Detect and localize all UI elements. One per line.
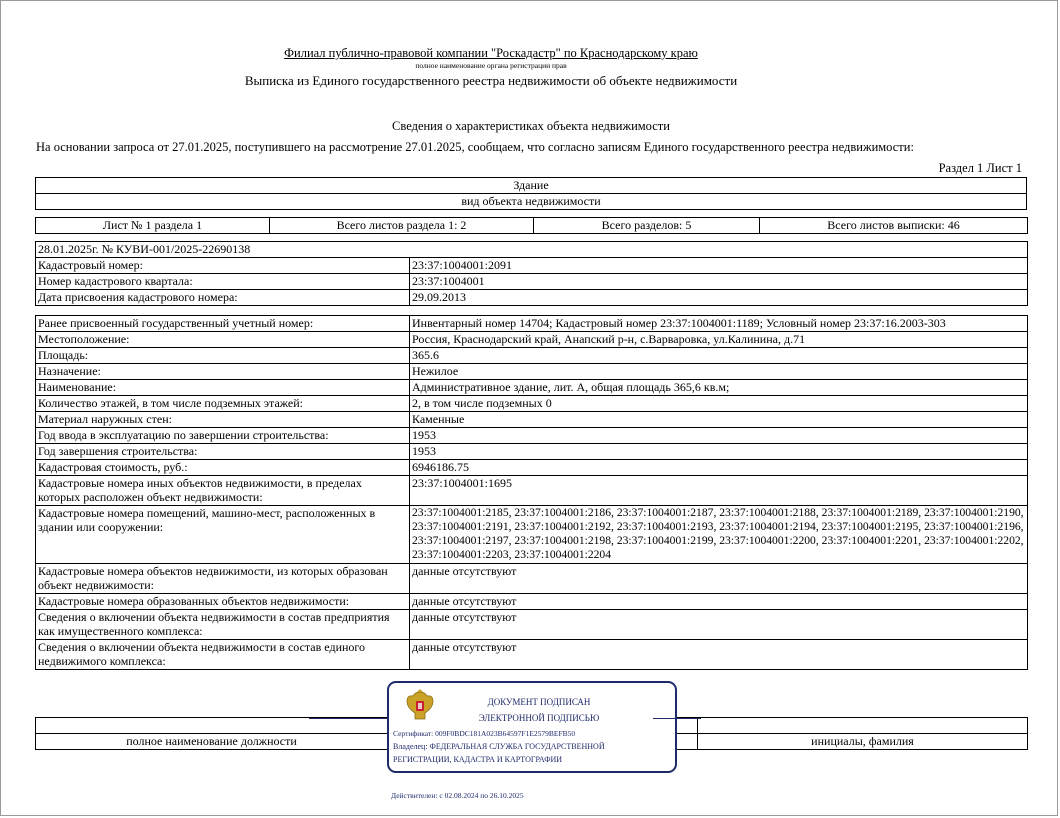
table-row [36, 412, 1028, 428]
table-row [36, 476, 1028, 506]
sheet-number: Лист № 1 раздела 1 [36, 218, 270, 234]
table-row [36, 258, 1028, 274]
row-value: 23:37:1004001:1695 [410, 476, 1028, 506]
electronic-signature-stamp [387, 681, 677, 773]
object-type: Здание [36, 178, 1027, 194]
total-sheets-extract: Всего листов выписки: 46 [760, 218, 1028, 234]
row-label: Кадастровые номера помещений, машино-мест, расположенных в здании или сооружении: [36, 506, 410, 564]
row-label: Ранее присвоенный государственный учетный номер: [36, 316, 410, 332]
row-label: Кадастровая стоимость, руб.: [36, 460, 410, 476]
row-value: Нежилое [410, 364, 1028, 380]
table-row [36, 594, 1028, 610]
total-sections: Всего разделов: 5 [534, 218, 760, 234]
row-label: Материал наружных стен: [36, 412, 410, 428]
table-row [36, 610, 1028, 640]
row-value: 6946186.75 [410, 460, 1028, 476]
row-label: Сведения о включении объекта недвижимости в состав предприятия как имущественного комплекса: [36, 610, 410, 640]
row-label: Год ввода в эксплуатацию по завершении строительства: [36, 428, 410, 444]
stamp-title-line2: ЭЛЕКТРОННОЙ ПОДПИСЬЮ [478, 713, 600, 723]
table-row [36, 640, 1028, 670]
stamp-owner-line2: РЕГИСТРАЦИИ, КАДАСТРА И КАРТОГРАФИИ [393, 755, 563, 764]
row-label: Кадастровые номера иных объектов недвижимости, в пределах которых расположен объект недвижимости: [36, 476, 410, 506]
row-value: 23:37:1004001:2091 [410, 258, 1028, 274]
row-value: 23:37:1004001:2185, 23:37:1004001:2186, 23:37:1004001:2187, 23:37:1004001:2188, 23:37:1004001:2189, 23:37:1004001:2190, 23:37:1004001:2191, 23:37:1004001:2192, 23:37:1004001:2193, 23:37:1004001:2194, 23:37:1004001:2195, 23:37:1004001:2196, 23:37:1004001:2197, 23:37:1004001:2198, 23:37:1004001:2199, 23:37:1004001:2200, 23:37:1004001:2201, 23:37:1004001:2202, 23:37:1004001:2203, 23:37:1004001:2204 [410, 506, 1028, 564]
position-caption: полное наименование должности [36, 734, 388, 750]
row-label: Площадь: [36, 348, 410, 364]
stamp-owner-line1: Владелец: ФЕДЕРАЛЬНАЯ СЛУЖБА ГОСУДАРСТВЕННОЙ [393, 742, 605, 751]
name-caption: инициалы, фамилия [698, 734, 1028, 750]
row-value: Инвентарный номер 14704; Кадастровый номер 23:37:1004001:1189; Условный номер 23:37:16.2003-303 [410, 316, 1028, 332]
object-type-table [35, 177, 1027, 210]
row-label: Дата присвоения кадастрового номера: [36, 290, 410, 306]
record-date-number: 28.01.2025г. № КУВИ-001/2025-22690138 [36, 242, 1028, 258]
row-value: 23:37:1004001 [410, 274, 1028, 290]
sheet-info: Раздел 1 Лист 1 [938, 161, 1022, 175]
total-sheets-section: Всего листов раздела 1: 2 [270, 218, 534, 234]
row-label: Кадастровый номер: [36, 258, 410, 274]
sheets-table [35, 217, 1028, 234]
row-value: Каменные [410, 412, 1028, 428]
table-row [36, 316, 1028, 332]
table-row [36, 380, 1028, 396]
stamp-title-line1: ДОКУМЕНТ ПОДПИСАН [487, 697, 591, 707]
row-label: Год завершения строительства: [36, 444, 410, 460]
section-title: Сведения о характеристиках объекта недвижимости [392, 119, 670, 133]
row-value: 1953 [410, 428, 1028, 444]
table-row [36, 460, 1028, 476]
stamp-validity: Действителен: с 02.08.2024 по 26.10.2025 [391, 791, 524, 800]
row-value: данные отсутствуют [410, 594, 1028, 610]
table-row [36, 364, 1028, 380]
document-title: Выписка из Единого государственного реестра недвижимости об объекте недвижимости [244, 73, 738, 88]
basis-text: На основании запроса от 27.01.2025, поступившего на рассмотрение 27.01.2025, сообщаем, что согласно записям Единого государственного реестра недвижимости: [36, 140, 914, 154]
row-label: Номер кадастрового квартала: [36, 274, 410, 290]
table-row [36, 444, 1028, 460]
table-row [36, 396, 1028, 412]
row-value: Россия, Краснодарский край, Анапский р-н, с.Варваровка, ул.Калинина, д.71 [410, 332, 1028, 348]
record-table [35, 241, 1028, 306]
stamp-certificate: Сертификат: 009F0BDC181A023B64597F1E2579BEFB50 [393, 729, 576, 738]
row-value: 2, в том числе подземных 0 [410, 396, 1028, 412]
organization-note: полное наименование органа регистрации прав [415, 61, 567, 70]
row-value: 29.09.2013 [410, 290, 1028, 306]
table-row [36, 564, 1028, 594]
table-row [36, 290, 1028, 306]
row-value: Административное здание, лит. А, общая площадь 365,6 кв.м; [410, 380, 1028, 396]
row-label: Наименование: [36, 380, 410, 396]
details-table [35, 315, 1028, 670]
table-row [36, 348, 1028, 364]
row-label: Кадастровые номера объектов недвижимости, из которых образован объект недвижимости: [36, 564, 410, 594]
object-type-caption: вид объекта недвижимости [36, 194, 1027, 210]
table-row [36, 274, 1028, 290]
row-label: Количество этажей, в том числе подземных этажей: [36, 396, 410, 412]
row-value: данные отсутствуют [410, 564, 1028, 594]
organization-name: Филиал публично-правовой компании "Роскадастр" по Краснодарскому краю [284, 46, 698, 60]
table-row [36, 506, 1028, 564]
row-value: данные отсутствуют [410, 640, 1028, 670]
table-row [36, 428, 1028, 444]
row-value: 365.6 [410, 348, 1028, 364]
row-value: данные отсутствуют [410, 610, 1028, 640]
table-row [36, 332, 1028, 348]
row-label: Кадастровые номера образованных объектов недвижимости: [36, 594, 410, 610]
row-label: Местоположение: [36, 332, 410, 348]
row-label: Назначение: [36, 364, 410, 380]
row-label: Сведения о включении объекта недвижимости в состав единого недвижимого комплекса: [36, 640, 410, 670]
row-value: 1953 [410, 444, 1028, 460]
